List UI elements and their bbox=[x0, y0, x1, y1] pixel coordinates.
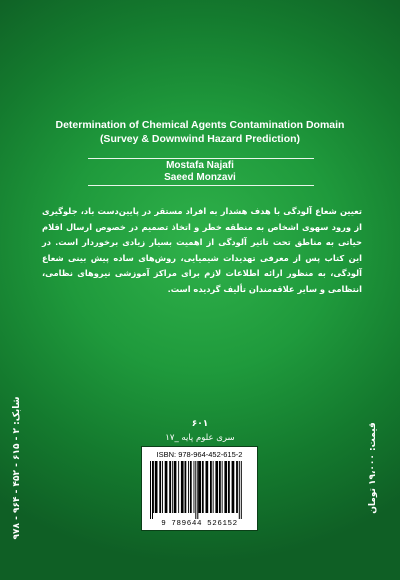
authors bbox=[0, 160, 400, 184]
isbn-label: ISBN: 978-964-452-615-2 bbox=[156, 450, 243, 459]
persian-abstract: تعیین شعاع آلودگی با هدف هشدار به افراد مستقر در پایین‌دست باد، جلوگیری از ورود سهوی اشخاص به منطقه خطر و اتخاذ تصمیم در خصوص ارسال اقلام حیاتی به مناطق تحت تاثیر آلودگی از اهمیت بسیار زیادی برخوردار است. در این کتاب پس از معرفی تهدیدات شیمیایی، روش‌های ساده پیش بینی شعاع آلودگی، به منظور ارائه اطلاعات لازم برای مراکز آموزشی نیروهای نظامی، انتظامی و سایر علاقه‌مندان تألیف گردیده است. bbox=[42, 206, 362, 294]
title-line-1: Determination of Chemical Agents Contamination Domain bbox=[55, 119, 345, 131]
divider-bottom bbox=[88, 185, 314, 186]
series-name: سری علوم پایه _۱۷ bbox=[165, 433, 235, 443]
barcode-digits: 9 789644 526152 bbox=[161, 520, 238, 528]
isbn-vertical-text: شابک: ۲ - ۶۱۵ - ۴۵۲ - ۹۶۴ - ۹۷۸ bbox=[12, 396, 22, 540]
isbn-barcode bbox=[141, 446, 258, 531]
divider-top bbox=[88, 158, 314, 159]
title-line-2: (Survey & Downwind Hazard Prediction) bbox=[99, 133, 301, 145]
english-title bbox=[0, 118, 400, 146]
author-1: Mostafa Najafi bbox=[166, 160, 234, 171]
series-number: ۶۰۱ bbox=[191, 419, 209, 429]
author-2: Saeed Monzavi bbox=[164, 172, 236, 183]
price-vertical-text: قیمت: ۱۹،۰۰۰ تومان bbox=[368, 422, 378, 514]
barcode-bars-graphic bbox=[148, 461, 251, 519]
